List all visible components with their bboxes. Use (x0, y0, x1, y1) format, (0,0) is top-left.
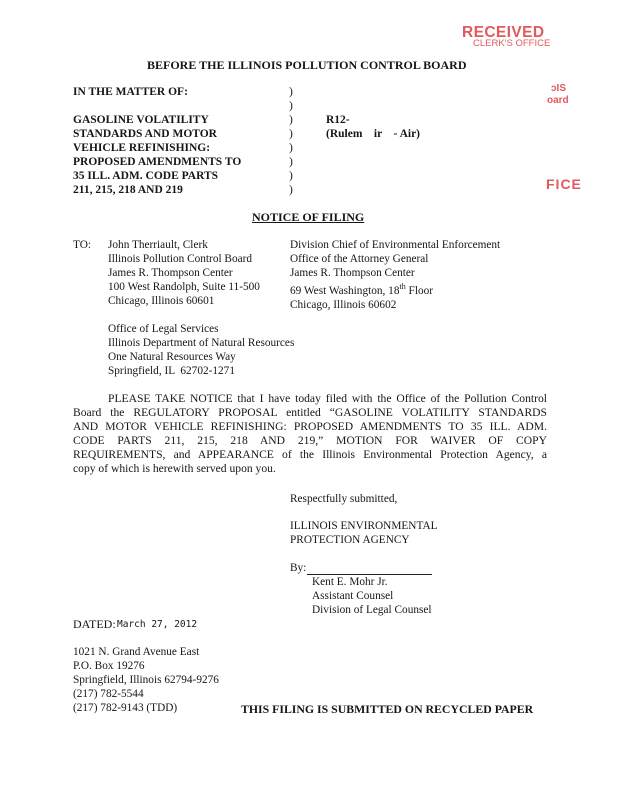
agency-address (73, 645, 219, 715)
recipient-bottom-line: Illinois Department of Natural Resources (108, 337, 295, 349)
recipient-bottom-line: Office of Legal Services (108, 323, 219, 335)
dated-value: March 27, 2012 (117, 619, 198, 630)
address-line: Springfield, Illinois 62794-9276 (73, 674, 219, 686)
agency-name-2: PROTECTION AGENCY (290, 534, 410, 546)
recipient-left (108, 238, 260, 308)
stamp-fragment-2: oard (547, 95, 569, 106)
recipient-right-line: Chicago, Illinois 60602 (290, 298, 397, 311)
body-line-2: Board the REGULATORY PROPOSAL entitled “GASOLINE VOLATILITY STANDARDS (73, 406, 547, 420)
recipient-bottom (108, 322, 294, 378)
stamp-fragment-3: FICE (546, 176, 582, 192)
body-line-3: AND MOTOR VEHICLE REFINISHING: PROPOSED AMENDMENTS TO 35 ILL. ADM. (73, 420, 547, 434)
paren-5: ) (289, 142, 293, 154)
clerks-office-stamp: CLERK'S OFFICE (473, 38, 551, 49)
dated-label: DATED: (73, 617, 116, 631)
street-address: 69 West Washington, 18 (290, 284, 400, 297)
recipient-right (290, 238, 500, 312)
caption-line-1: GASOLINE VOLATILITY (73, 114, 209, 126)
recipient-bottom-line: Springfield, IL 62702-1271 (108, 365, 235, 377)
recipient-right-line (290, 280, 500, 298)
signer-title-1: Assistant Counsel (312, 590, 394, 602)
docket-type: (Rulem ir - Air) (326, 128, 421, 140)
caption-line-5: 35 ILL. ADM. CODE PARTS (73, 170, 219, 182)
signer-title-2: Division of Legal Counsel (312, 604, 432, 616)
received-stamp: RECEIVED (462, 24, 545, 41)
caption-line-4: PROPOSED AMENDMENTS TO (73, 156, 242, 168)
paren-6: ) (289, 156, 293, 168)
address-line: (217) 782-9143 (TDD) (73, 702, 178, 714)
recipient-right-line: Division Chief of Environmental Enforcement (290, 239, 501, 251)
address-line: (217) 782-5544 (73, 688, 144, 700)
agency-name-1: ILLINOIS ENVIRONMENTAL (290, 520, 438, 532)
caption-line-6: 211, 215, 218 AND 219 (73, 184, 183, 196)
address-line: P.O. Box 19276 (73, 660, 145, 672)
notice-body (73, 392, 547, 477)
recipient-bottom-line: One Natural Resources Way (108, 351, 236, 363)
to-label: TO: (73, 239, 91, 251)
paren-7: ) (289, 170, 293, 182)
floor-text: Floor (405, 284, 434, 297)
recipient-left-line: Illinois Pollution Control Board (108, 253, 253, 265)
recycled-paper-note: THIS FILING IS SUBMITTED ON RECYCLED PAPER (241, 702, 534, 716)
body-line-4: CODE PARTS 211, 215, 218 AND 219,” MOTION FOR WAIVER OF COPY (73, 434, 547, 448)
page-header: BEFORE THE ILLINOIS POLLUTION CONTROL BOARD (147, 58, 467, 72)
paren-3: ) (289, 114, 293, 126)
recipient-left-line: 100 West Randolph, Suite 11-500 (108, 281, 260, 293)
stamp-fragment-1: ɔIS (551, 83, 567, 94)
docket-number: R12- (326, 114, 350, 126)
caption-line-3: VEHICLE REFINISHING: (73, 142, 211, 154)
paren-8: ) (289, 184, 293, 196)
body-line-1: PLEASE TAKE NOTICE that I have today filed with the Office of the Pollution Control (108, 392, 547, 405)
body-line-6: copy of which is herewith served upon you. (73, 462, 276, 476)
paren-1: ) (289, 86, 293, 98)
by-label: By: (290, 562, 307, 574)
notice-title: NOTICE OF FILING (252, 210, 365, 224)
signer-name: Kent E. Mohr Jr. (312, 576, 388, 588)
address-line: 1021 N. Grand Avenue East (73, 646, 200, 658)
recipient-left-line: James R. Thompson Center (108, 267, 233, 279)
recipient-left-line: Chicago, Illinois 60601 (108, 295, 215, 307)
recipient-right-line: Office of the Attorney General (290, 253, 429, 265)
paren-4: ) (289, 128, 293, 140)
caption-matter: IN THE MATTER OF: (73, 86, 188, 98)
recipient-right-line: James R. Thompson Center (290, 267, 415, 279)
body-line-5: REQUIREMENTS, and APPEARANCE of the Illinois Environmental Protection Agency, a (73, 448, 547, 462)
paren-2: ) (289, 100, 293, 112)
recipient-left-line: John Therriault, Clerk (108, 239, 208, 251)
ordinal-suffix: th (399, 282, 406, 291)
caption-line-2: STANDARDS AND MOTOR (73, 128, 217, 140)
closing: Respectfully submitted, (290, 493, 398, 505)
